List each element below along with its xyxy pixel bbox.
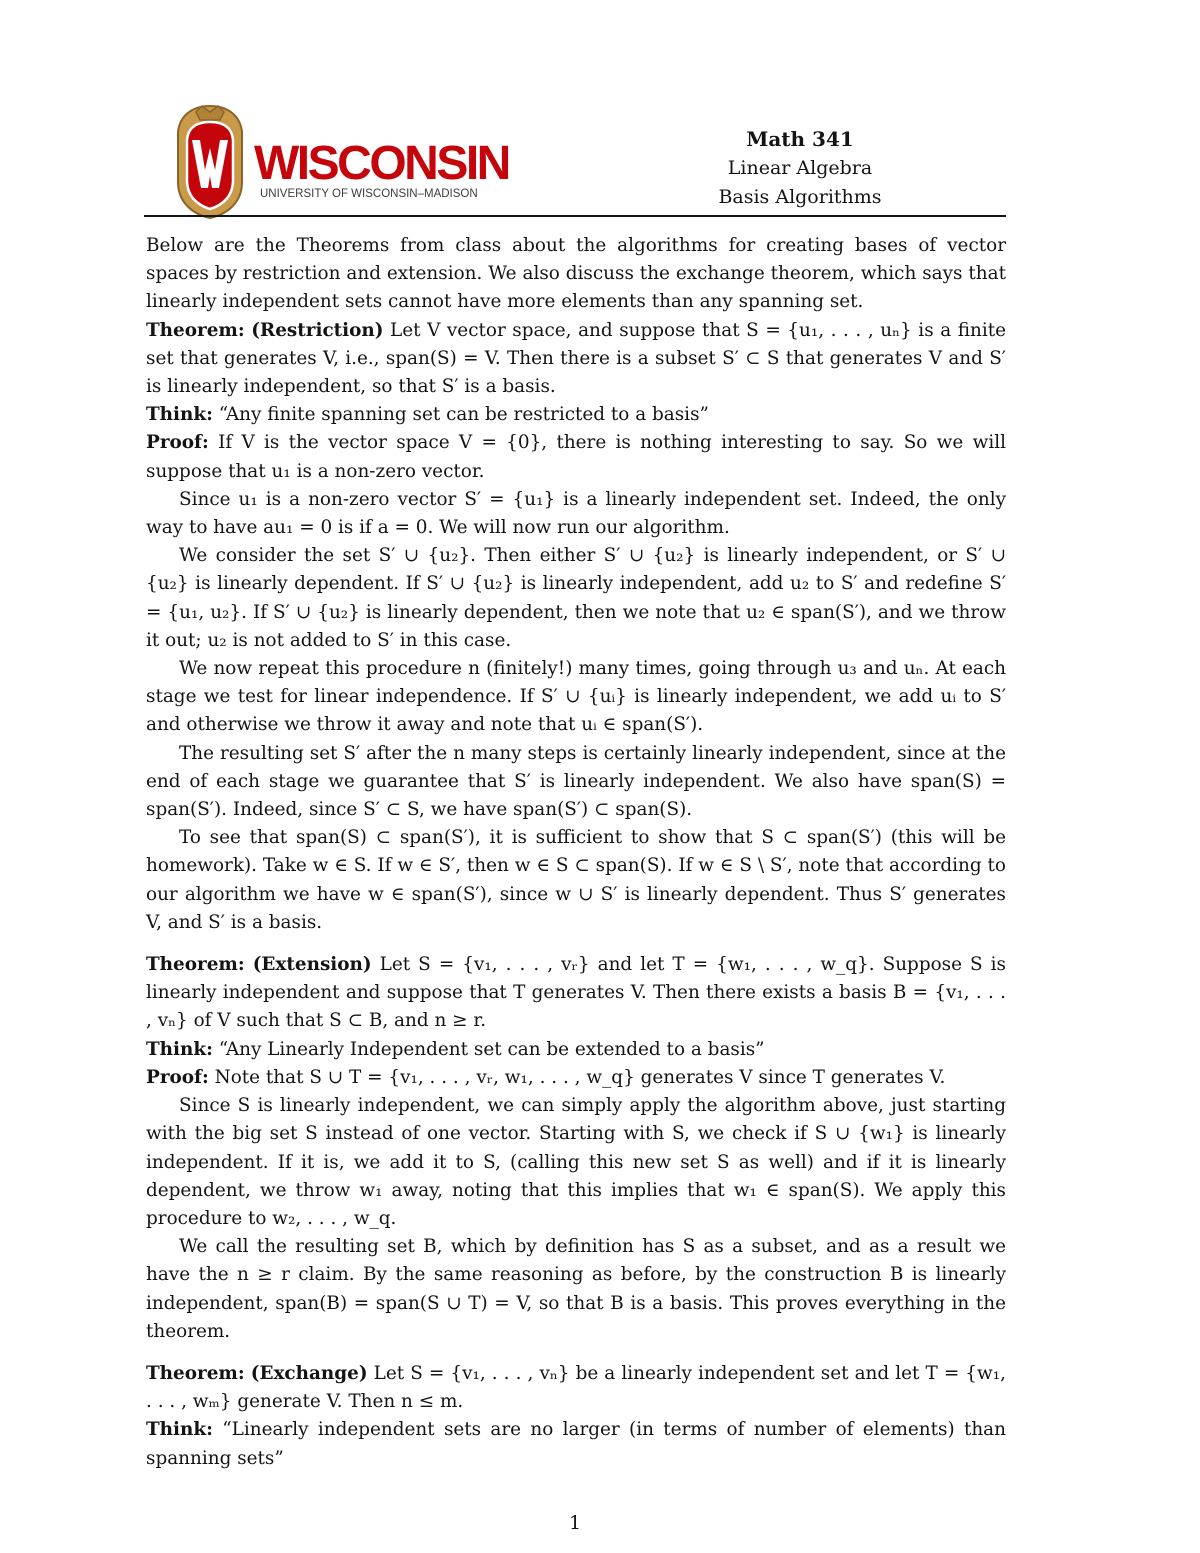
course-title: Math 341 <box>746 127 854 151</box>
proof-paragraph: Since S is linearly independent, we can simply apply the algorithm above, just starting with the big set S instead of one vector. Starting with S, we check if S ∪ {w₁} is linearly independent. If it is, we add it to S, (calling this new set S as well) and if it is linearly dependent, we throw w₁ away, noting that this implies that w₁ ∈ span(S). We apply this procedure to w₂, . . . , w_q. <box>146 1095 1006 1229</box>
think-label: Think: <box>146 404 213 426</box>
proof-paragraph: The resulting set S′ after the n many steps is certainly linearly independent, since at the end of each stage we guarantee that S′ is linearly independent. We also have span(S) = span(S′). Indeed, since S′ ⊂ S, we have span(S′) ⊂ span(S). <box>146 742 1006 821</box>
proof-text: If V is the vector space V = {0}, there is nothing interesting to say. So we will suppose that u₁ is a non-zero vector. <box>146 432 1006 482</box>
theorem-statement: Let V vector space, and suppose that S = {u₁, . . . , uₙ} is a finite set that generates V, i.e., span(S) = V. Then there is a subset S′ ⊂ S that generates V and S′ is linearly independent, so that S′ is a basis. <box>146 319 1006 398</box>
crest-icon <box>174 104 246 220</box>
think-text: “Any Linearly Independent set can be extended to a basis” <box>212 1038 765 1060</box>
think-label: Think: <box>146 1419 213 1441</box>
logo-subtitle: UNIVERSITY OF WISCONSIN–MADISON <box>260 188 478 200</box>
extension-proof <box>146 1064 1006 1092</box>
theorem-statement: Let S = {v₁, . . . , vₙ} be a linearly independent set and let T = {w₁, . . . , wₘ} generate V. Then n ≤ m. <box>146 1362 1006 1413</box>
theorem-label: Theorem: <box>146 954 245 976</box>
extension-theorem <box>146 951 1006 1036</box>
think-label: Think: <box>146 1038 213 1060</box>
theorem-label: Theorem: <box>146 1362 245 1384</box>
university-logo <box>174 104 509 220</box>
theorem-statement: Let S = {v₁, . . . , vᵣ} and let T = {w₁, . . . , w_q}. Suppose S is linearly independent and suppose that T generates V. Then there exists a basis B = {v₁, . . . , vₙ} of V such that S ⊂ B, and n ≥ r. <box>146 954 1006 1032</box>
header-rule <box>144 215 1006 217</box>
proof-paragraph: We call the resulting set B, which by definition has S as a subset, and as a result we have the n ≥ r claim. By the same reasoning as before, by the construction B is linearly independent, span(B) = span(S ∪ T) = V, so that B is a basis. This proves everything in the theorem. <box>146 1236 1006 1342</box>
logo-wordmark: WISCONSIN <box>254 137 509 190</box>
proof-paragraph: To see that span(S) ⊂ span(S′), it is sufficient to show that S ⊂ span(S′) (this will be homework). Take w ∈ S. If w ∈ S′, then w ∈ S ⊂ span(S). If w ∈ S \ S′, note that according to our algorithm we have w ∈ span(S′), since w ∪ S′ is linearly dependent. Thus S′ generates V, and S′ is a basis. <box>146 827 1006 933</box>
proof-paragraph: We now repeat this procedure n (finitely!) many times, going through u₃ and uₙ. At each stage we test for linear independence. If S′ ∪ {uᵢ} is linearly independent, we add uᵢ to S′ and otherwise we throw it away and note that uᵢ ∈ span(S′). <box>146 658 1006 736</box>
proof-paragraph: Since u₁ is a non-zero vector S′ = {u₁} is a linearly independent set. Indeed, the only way to have au₁ = 0 is if a = 0. We will now run our algorithm. <box>146 488 1006 539</box>
extension-think <box>146 1036 1006 1064</box>
restriction-think <box>146 401 1006 429</box>
proof-label: Proof: <box>146 432 209 454</box>
theorem-name: (Exchange) <box>250 1362 368 1384</box>
course-heading <box>660 125 940 212</box>
proof-text: Note that S ∪ T = {v₁, . . . , vᵣ, w₁, . . . , w_q} generates V since T generates V. <box>208 1066 946 1088</box>
proof-label: Proof: <box>146 1066 209 1088</box>
restriction-proof <box>146 429 1006 485</box>
theorem-label: Theorem: <box>146 319 245 341</box>
think-text: “Linearly independent sets are no larger (in terms of number of elements) than spanning sets” <box>146 1419 1006 1469</box>
main-content <box>146 232 1006 1473</box>
theorem-name: (Extension) <box>252 954 372 976</box>
exchange-theorem <box>146 1360 1006 1416</box>
proof-paragraph: We consider the set S′ ∪ {u₂}. Then either S′ ∪ {u₂} is linearly independent, or S′ ∪ {u₂} is linearly dependent. If S′ ∪ {u₂} is linearly independent, add u₂ to S′ and redefine S′ = {u₁, u₂}. If S′ ∪ {u₂} is linearly dependent, then we note that u₂ ∈ span(S′), and we throw it out; u₂ is not added to S′ in this case. <box>146 545 1006 651</box>
theorem-name: (Restriction) <box>251 319 384 341</box>
exchange-think <box>146 1416 1006 1472</box>
intro-paragraph: Below are the Theorems from class about the algorithms for creating bases of vector spaces by restriction and extension. We also discuss the exchange theorem, which says that linearly independent sets cannot have more elements than any spanning set. <box>146 235 1006 313</box>
think-text: “Any finite spanning set can be restricted to a basis” <box>212 404 709 426</box>
restriction-theorem <box>146 317 1006 402</box>
course-subject: Linear Algebra <box>727 157 873 179</box>
handout-topic: Basis Algorithms <box>718 186 882 208</box>
page-number: 1 <box>568 1512 582 1534</box>
